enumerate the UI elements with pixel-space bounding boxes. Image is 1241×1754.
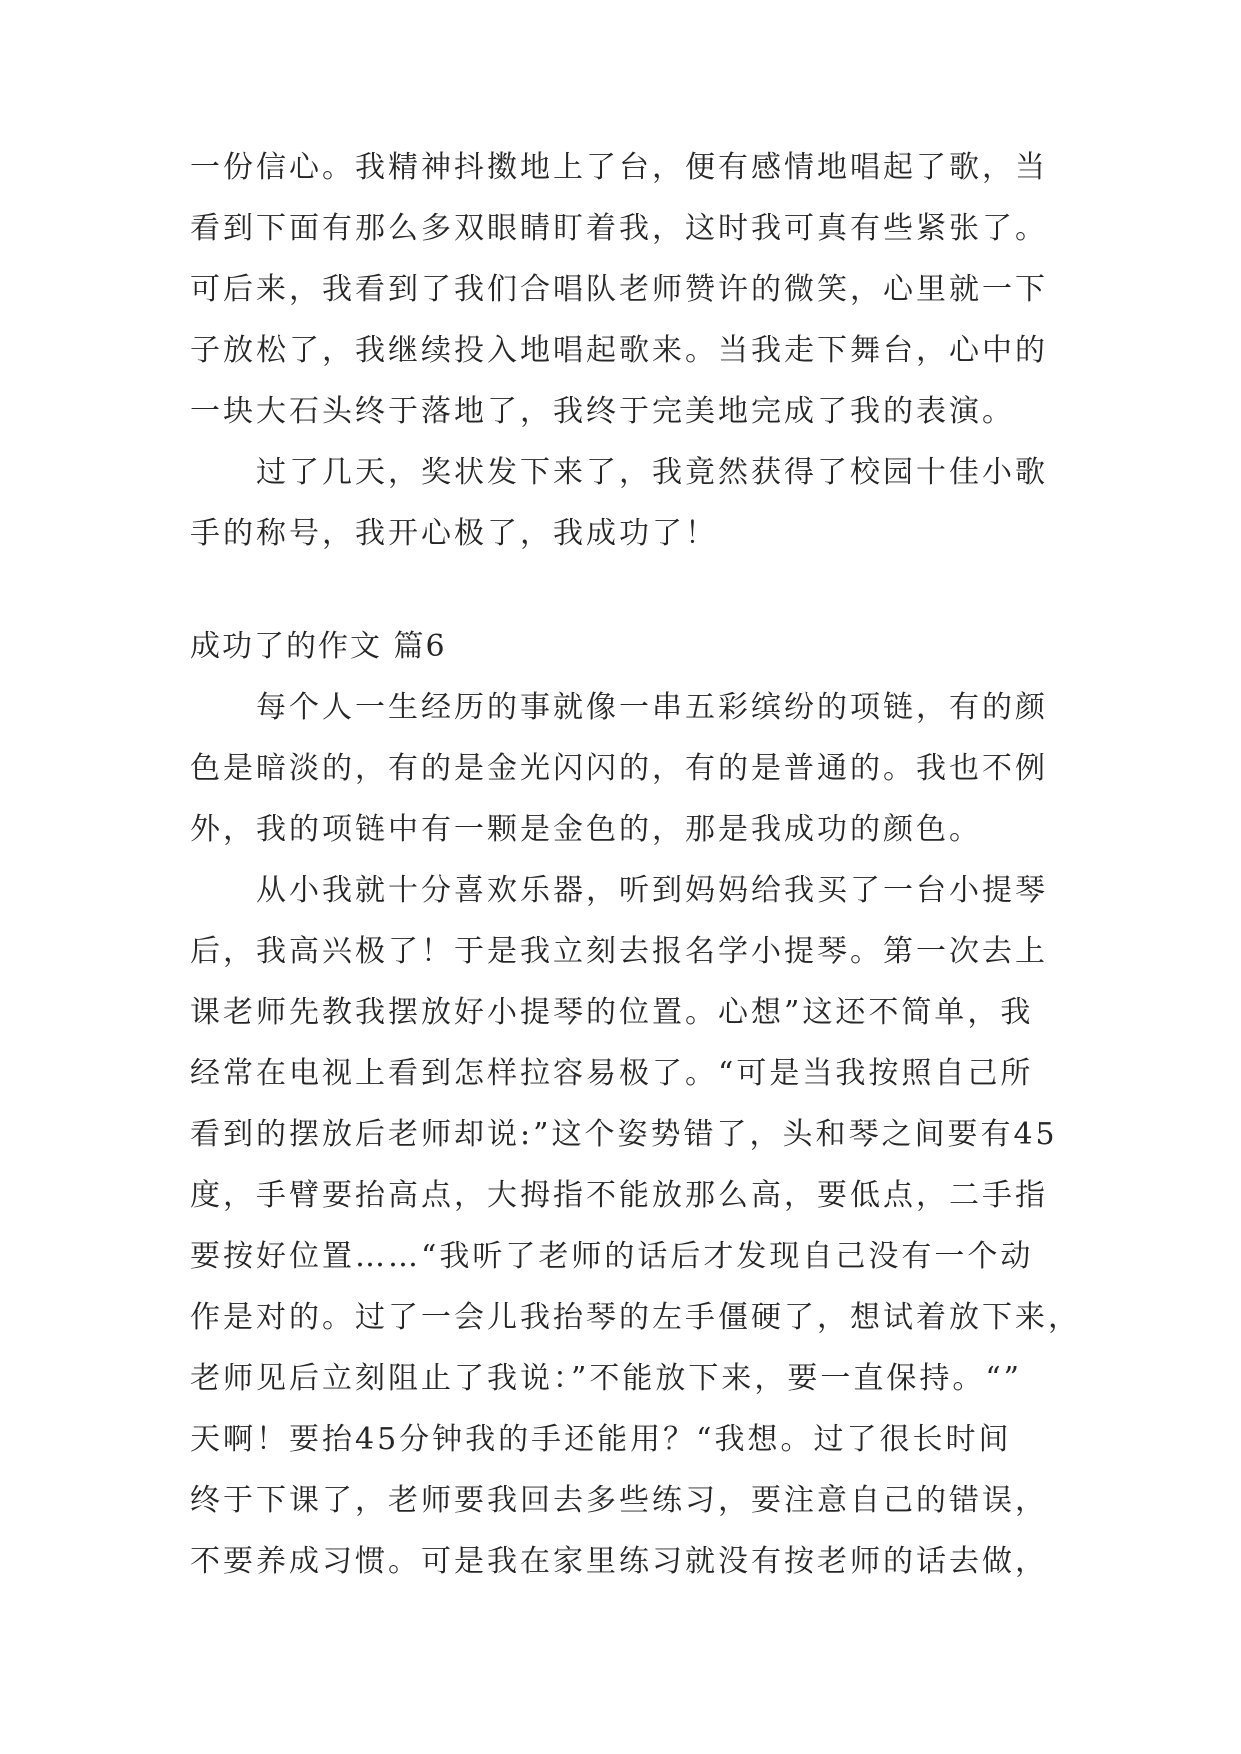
text-line: 看到的摆放后老师却说:”这个姿势错了，头和琴之间要有45 [190,1117,1058,1152]
text-line: 手的称号，我开心极了，我成功了！ [190,516,718,551]
text-line-paragraph-start: 从小我就十分喜欢乐器，听到妈妈给我买了一台小提琴 [256,873,1048,908]
text-line: 一块大石头终于落地了，我终于完美地完成了我的表演。 [190,394,1015,429]
text-line: 看到下面有那么多双眼睛盯着我，这时我可真有些紧张了。 [190,211,1048,246]
text-line: 老师见后立刻阻止了我说：”不能放下来，要一直保持。“” [190,1361,1023,1396]
text-line: 一份信心。我精神抖擞地上了台，便有感情地唱起了歌，当 [190,150,1048,185]
section-heading: 成功了的作文 篇6 [190,629,447,664]
text-line: 作是对的。过了一会儿我抬琴的左手僵硬了，想试着放下来， [190,1300,1081,1335]
text-line: 度，手臂要抬高点，大拇指不能放那么高，要低点，二手指 [190,1178,1048,1213]
text-line: 子放松了，我继续投入地唱起歌来。当我走下舞台，心中的 [190,333,1048,368]
text-line: 课老师先教我摆放好小提琴的位置。心想”这还不简单，我 [190,995,1034,1030]
text-line: 不要养成习惯。可是我在家里练习就没有按老师的话去做， [190,1544,1048,1579]
text-line-paragraph-start: 每个人一生经历的事就像一串五彩缤纷的项链，有的颜 [256,690,1048,725]
text-line: 终于下课了，老师要我回去多些练习，要注意自己的错误， [190,1483,1048,1518]
text-line: 后，我高兴极了！于是我立刻去报名学小提琴。第一次去上 [190,934,1048,969]
section-6-text [190,677,1081,1592]
text-line: 外，我的项链中有一颗是金色的，那是我成功的颜色。 [190,812,982,847]
text-line: 天啊！要抬45分钟我的手还能用？“我想。过了很长时间 [190,1422,1012,1457]
text-line: 色是暗淡的，有的是金光闪闪的，有的是普通的。我也不例 [190,751,1048,786]
text-line: 要按好位置……“我听了老师的话后才发现自己没有一个动 [190,1239,1034,1274]
text-line-paragraph-start: 过了几天，奖状发下来了，我竟然获得了校园十佳小歌 [256,455,1048,490]
text-line: 经常在电视上看到怎样拉容易极了。“可是当我按照自己所 [190,1056,1034,1091]
previous-section-text [190,137,1070,564]
text-line: 可后来，我看到了我们合唱队老师赞许的微笑，心里就一下 [190,272,1048,307]
